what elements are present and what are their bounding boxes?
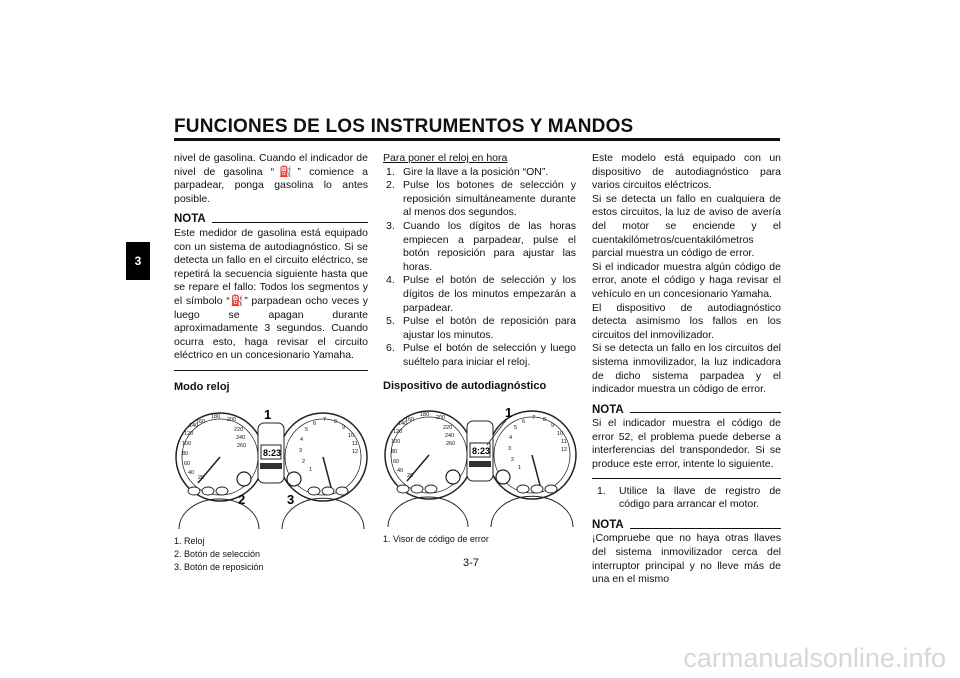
- speedo-label-80: 80: [391, 449, 398, 456]
- speedo-label-200: 200: [227, 416, 237, 423]
- speedo-label-260: 260: [237, 442, 247, 449]
- list-item: 2. Pulse los botones de selección y reposición simultáneamente durante al menos dos segundos.: [386, 179, 576, 219]
- nota-label: NOTA: [592, 518, 624, 531]
- speedo-label-20: 20: [198, 474, 205, 481]
- speedo-label-180: 180: [420, 412, 430, 419]
- header-rule: [174, 138, 780, 141]
- tacho-label-7: 7: [532, 415, 536, 422]
- column-2: [383, 152, 576, 546]
- list-item: 3. Cuando los dígitos de las horas empiecen a parpadear, pulse el botón reposición para ajustar las horas.: [386, 219, 576, 273]
- nota-text: Este medidor de gasolina está equipado con un sistema de autodiagnóstico. Si se detecta un fallo en el circuito eléctrico, se repetirá la secuencia siguiente hasta que se repare el fallo: Todos los segmentos y el símbolo “⛽” parpadean ocho veces y luego se apagan durante aproximadamente 3 segundos. Cuando ocurra esto, haga revisar el circuito eléctrico en un concesionario Yamaha.: [174, 226, 368, 362]
- speedo-label-160: 160: [196, 418, 206, 425]
- select-button-illustration: [237, 472, 251, 486]
- nota-heading: [592, 404, 781, 418]
- diag-heading: Dispositivo de autodiagnóstico: [383, 379, 547, 392]
- lcd-readout: 8:23: [263, 447, 282, 458]
- tacho-label-12: 12: [352, 448, 359, 455]
- tacho-label-11: 11: [561, 439, 567, 446]
- tacho-label-1: 1: [309, 466, 313, 473]
- speedo-label-160: 160: [405, 417, 415, 424]
- speedo-label-140: 140: [189, 422, 199, 429]
- instrument-cluster-illustration-diag: [383, 401, 577, 527]
- nota-label: NOTA: [174, 213, 206, 226]
- tacho-label-9: 9: [551, 423, 555, 430]
- tacho-label-3: 3: [299, 447, 303, 454]
- tacho-label-1: 1: [518, 465, 522, 472]
- speedo-label-100: 100: [182, 440, 192, 447]
- instrument-figure-clock: [174, 403, 368, 529]
- clock-steps-list: [383, 166, 576, 370]
- speedo-label-260: 260: [446, 441, 456, 448]
- speedo-label-60: 60: [393, 459, 400, 466]
- paragraph: Este modelo está equipado con un dispositivo de autodiagnóstico para varios circuitos eléctricos.: [592, 152, 781, 192]
- tacho-label-10: 10: [557, 431, 564, 438]
- speedo-label-220: 220: [443, 425, 453, 432]
- paragraph: Si el indicador muestra algún código de error, anote el código y haga revisar el vehículo en un concesionario Yamaha.: [592, 260, 781, 300]
- speedo-label-240: 240: [445, 433, 455, 440]
- reset-button-illustration: [287, 472, 301, 486]
- tacho-label-4: 4: [509, 435, 513, 442]
- tacho-label-8: 8: [334, 418, 338, 425]
- callout-2: 2: [238, 491, 246, 507]
- tacho-label-6: 6: [522, 419, 526, 426]
- speedo-label-60: 60: [184, 460, 191, 467]
- callout-1: 1: [505, 405, 513, 421]
- tacho-label-2: 2: [302, 458, 306, 465]
- tacho-label-5: 5: [305, 426, 309, 433]
- list-item: 4. Pulse el botón de selección y los dígitos de los minutos empezarán a parpadear.: [386, 274, 576, 314]
- nota-text: ¡Compruebe que no haya otras llaves del sistema inmovilizador cerca del interruptor principal y no lleve más de una en el mismo: [592, 532, 781, 586]
- page-number: 3-7: [463, 557, 479, 569]
- nota-heading: [174, 213, 368, 227]
- caption-item: 1. Visor de código de error: [383, 534, 489, 545]
- speedo-label-40: 40: [397, 468, 404, 475]
- modo-reloj-heading: Modo reloj: [174, 380, 230, 393]
- list-item: 6. Pulse el botón de selección y luego suéltelo para iniciar el reloj.: [386, 342, 576, 368]
- caption-item: 2. Botón de selección: [174, 548, 261, 559]
- tacho-label-4: 4: [300, 436, 304, 443]
- list-item: 5. Pulse el botón de reposición para ajustar los minutos.: [386, 315, 576, 341]
- instrument-figure-diag: [383, 401, 577, 527]
- tacho-label-7: 7: [323, 416, 327, 423]
- list-item: 1. Gire la llave a la posición “ON”.: [386, 165, 549, 178]
- nota-label: NOTA: [592, 403, 624, 416]
- tacho-label-5: 5: [514, 425, 518, 432]
- nota-text: Si el indicador muestra el código de error 52, el problema puede deberse a interferencias del transpondedor. Si se produce este error, intente lo siguiente.: [592, 417, 781, 471]
- lcd-readout: 8:23: [472, 446, 491, 457]
- tacho-label-8: 8: [543, 417, 547, 424]
- tacho-label-10: 10: [348, 432, 355, 439]
- instrument-cluster-illustration: [174, 403, 368, 529]
- paragraph: El dispositivo de autodiagnóstico detecta asimismo los fallos en los circuitos del inmovilizador.: [592, 301, 781, 341]
- speedo-label-220: 220: [234, 426, 244, 433]
- speedo-label-180: 180: [211, 413, 221, 420]
- nota-heading: [592, 519, 781, 533]
- speedo-label-100: 100: [391, 439, 401, 446]
- caption-item: 3. Botón de reposición: [174, 561, 264, 572]
- tacho-label-9: 9: [342, 424, 346, 431]
- figure-captions-clock: [174, 535, 368, 574]
- tacho-label-3: 3: [508, 446, 512, 453]
- paragraph: Si se detecta un fallo en cualquiera de estos circuitos, la luz de aviso de avería del motor se enciende y el cuentakilómetros/cuentakilómetros parcial muestra un código de error.: [592, 192, 781, 260]
- list-item: 1. Utilice la llave de registro de código para arrancar el motor.: [597, 484, 781, 511]
- tacho-label-11: 11: [352, 440, 358, 447]
- nota-end-rule: [592, 478, 781, 479]
- tacho-label-2: 2: [511, 457, 515, 464]
- paragraph: Si se detecta un fallo en los circuitos del sistema inmovilizador, la luz indicadora de dicho sistema parpadea y el indicador muestra un código de error.: [592, 342, 781, 396]
- speedo-label-20: 20: [407, 473, 414, 480]
- watermark: carmanualsonline.info: [683, 643, 946, 673]
- callout-3: 3: [287, 491, 295, 507]
- speedo-label-140: 140: [398, 421, 408, 428]
- page-title: FUNCIONES DE LOS INSTRUMENTOS Y MANDOS: [174, 116, 634, 137]
- speedo-label-40: 40: [188, 469, 195, 476]
- speedo-label-120: 120: [184, 430, 194, 437]
- nota-end-rule: [174, 370, 368, 371]
- tacho-label-6: 6: [313, 420, 317, 427]
- fuel-intro-text: nivel de gasolina. Cuando el indicador de nivel de gasolina “⛽” comience a parpadear, ponga gasolina lo antes posible.: [174, 152, 368, 205]
- speedo-label-240: 240: [236, 434, 246, 441]
- speedo-label-120: 120: [393, 429, 403, 436]
- speedo-label-200: 200: [436, 415, 446, 422]
- speedo-label-80: 80: [182, 450, 189, 457]
- section-tab: 3: [126, 242, 150, 280]
- tacho-label-12: 12: [561, 447, 568, 454]
- column-1: [174, 152, 368, 574]
- figure-captions-diag: [383, 533, 576, 546]
- clock-setting-heading: Para poner el reloj en hora: [383, 152, 508, 164]
- column-3: [592, 152, 781, 587]
- callout-1: 1: [264, 406, 272, 422]
- caption-item: 1. Reloj: [174, 535, 205, 546]
